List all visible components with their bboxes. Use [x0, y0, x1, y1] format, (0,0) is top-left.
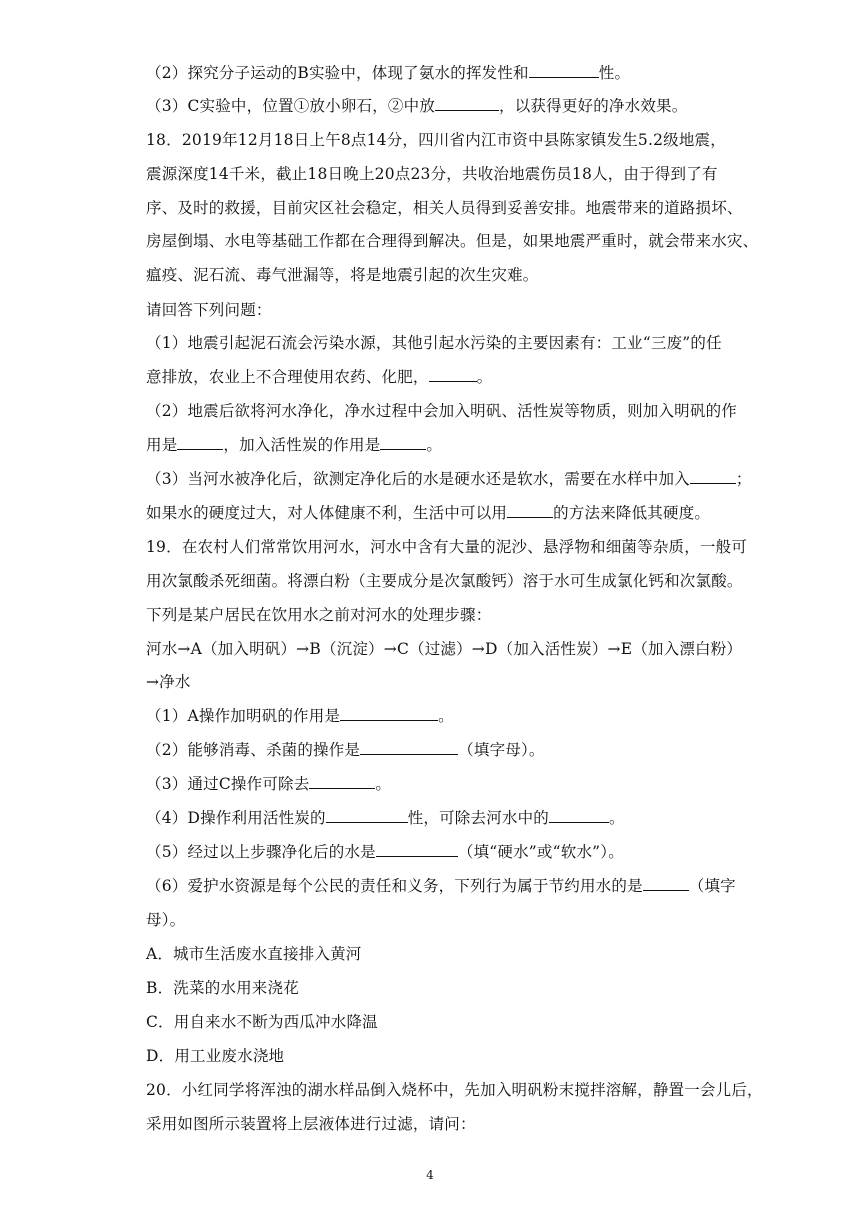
text-line — [146, 978, 726, 998]
text-segment: 的方法来降低其硬度。 — [553, 504, 711, 522]
text-segment: 采用如图所示装置将上层液体进行过滤，请问： — [146, 1115, 476, 1133]
answer-blank — [360, 740, 458, 755]
text-line — [146, 164, 726, 184]
text-segment: 。 — [375, 775, 392, 793]
text-segment: 19．在农村人们常常饮用河水，河水中含有大量的泥沙、悬浮物和细菌等杂质，一般可 — [146, 538, 748, 556]
text-segment: 18．2019年12月18日上午8点14分，四川省内江市资中县陈家镇发生5.2级地震， — [146, 131, 726, 149]
text-line — [146, 300, 726, 320]
text-line — [146, 706, 726, 726]
text-segment: C．用自来水不断为西瓜冲水降温 — [146, 1013, 378, 1031]
text-segment: 。 — [476, 368, 493, 386]
text-line — [146, 401, 737, 421]
text-segment: （2）能够消毒、杀菌的操作是 — [146, 741, 361, 759]
text-segment: A．城市生活废水直接排入黄河 — [146, 945, 362, 963]
text-line — [146, 231, 759, 251]
text-segment: 20．小红同学将浑浊的湖水样品倒入烧杯中，先加入明矾粉末搅拌溶解，静置一会儿后， — [146, 1081, 763, 1099]
text-segment: （3）通过C操作可除去 — [146, 775, 310, 793]
text-segment: 。 — [609, 809, 625, 827]
text-line — [146, 503, 726, 523]
text-line — [146, 876, 736, 896]
text-segment: （填字 — [688, 877, 736, 895]
text-segment: 。 — [426, 436, 443, 454]
text-line — [146, 605, 726, 625]
text-segment: （4）D操作利用活性炭的 — [146, 809, 326, 827]
text-segment: （3）C实验中，位置①放小卵石，②中放 — [146, 97, 436, 115]
text-segment: ； — [735, 470, 752, 488]
answer-blank — [177, 435, 223, 450]
answer-blank — [326, 808, 408, 823]
text-line — [146, 774, 726, 794]
text-segment: 性，可除去河水中的 — [407, 809, 550, 827]
text-line — [146, 1080, 763, 1100]
text-line — [146, 808, 726, 828]
answer-blank — [429, 367, 477, 382]
text-segment: →净水 — [146, 673, 191, 691]
text-segment: 序、及时的救援，目前灾区社会稳定，相关人员得到妥善安排。地震带来的道路损坏、 — [146, 199, 743, 217]
text-line — [146, 537, 748, 557]
text-line — [146, 910, 726, 930]
answer-blank — [340, 706, 438, 721]
answer-blank — [643, 876, 689, 891]
text-line — [146, 469, 752, 489]
text-line — [146, 198, 743, 218]
text-segment: 意排放，农业上不合理使用农药、化肥， — [146, 368, 429, 386]
text-segment: 用次氯酸杀死细菌。将漂白粉（主要成分是次氯酸钙）溶于水可生成氯化钙和次氯酸。 — [146, 572, 743, 590]
text-segment: （填“硬水”或“软水”）。 — [457, 843, 624, 861]
answer-blank — [529, 63, 599, 78]
text-line — [146, 96, 726, 116]
text-segment: （3）当河水被净化后，欲测定净化后的水是硬水还是软水，需要在水样中加入 — [146, 470, 690, 488]
text-line — [146, 740, 726, 760]
text-line — [146, 333, 726, 353]
page-number: 4 — [426, 1168, 434, 1182]
answer-blank — [376, 842, 458, 857]
text-segment: 用是 — [146, 436, 178, 454]
text-segment: ，以获得更好的净水效果。 — [499, 97, 688, 115]
text-line — [146, 672, 726, 692]
answer-blank — [309, 774, 375, 789]
answer-blank — [435, 96, 499, 111]
text-line — [146, 1114, 726, 1134]
answer-blank — [380, 435, 426, 450]
text-segment: （2）探究分子运动的B实验中，体现了氨水的挥发性和 — [146, 64, 529, 82]
text-segment: 房屋倒塌、水电等基础工作都在合理得到解决。但是，如果地震严重时，就会带来水灾、 — [146, 232, 759, 250]
text-line — [146, 367, 726, 387]
answer-blank — [690, 469, 736, 484]
text-segment: 请回答下列问题： — [146, 301, 272, 319]
text-segment: 如果水的硬度过大，对人体健康不利，生活中可以用 — [146, 504, 508, 522]
text-segment: 。 — [438, 707, 454, 725]
text-line — [146, 1046, 726, 1066]
text-line — [146, 571, 743, 591]
text-line — [146, 639, 743, 659]
text-segment: （5）经过以上步骤净化后的水是 — [146, 843, 376, 861]
answer-blank — [507, 503, 553, 518]
text-segment: （1）地震引起泥石流会污染水源，其他引起水污染的主要因素有：工业“三废”的任 — [146, 334, 722, 352]
text-segment: 母）。 — [146, 911, 186, 929]
text-line — [146, 842, 726, 862]
text-line — [146, 63, 726, 83]
answer-blank — [549, 808, 609, 823]
text-segment: （6）爱护水资源是每个公民的责任和义务，下列行为属于节约用水的是 — [146, 877, 643, 895]
text-segment: （填字母）。 — [458, 741, 545, 759]
text-segment: 河水→A（加入明矾）→B（沉淀）→C（过滤）→D（加入活性炭）→E（加入漂白粉） — [146, 640, 743, 658]
text-segment: B．洗菜的水用来浇花 — [146, 979, 299, 997]
text-segment: ，加入活性炭的作用是 — [223, 436, 381, 454]
text-segment: 性。 — [598, 64, 631, 82]
text-segment: D．用工业废水浇地 — [146, 1047, 285, 1065]
text-line — [146, 1012, 726, 1032]
text-segment: 震源深度14千米，截止18日晚上20点23分，共收治地震伤员18人，由于得到了有 — [146, 165, 718, 183]
text-line — [146, 435, 726, 455]
text-segment: 下列是某户居民在饮用水之前对河水的处理步骤： — [146, 606, 492, 624]
text-line — [146, 265, 726, 285]
text-line — [146, 944, 726, 964]
text-segment: （1）A操作加明矾的作用是 — [146, 707, 341, 725]
text-segment: （2）地震后欲将河水净化，净水过程中会加入明矾、活性炭等物质，则加入明矾的作 — [146, 402, 737, 420]
text-segment: 瘟疫、泥石流、毒气泄漏等，将是地震引起的次生灾难。 — [146, 266, 539, 284]
text-line — [146, 130, 726, 150]
